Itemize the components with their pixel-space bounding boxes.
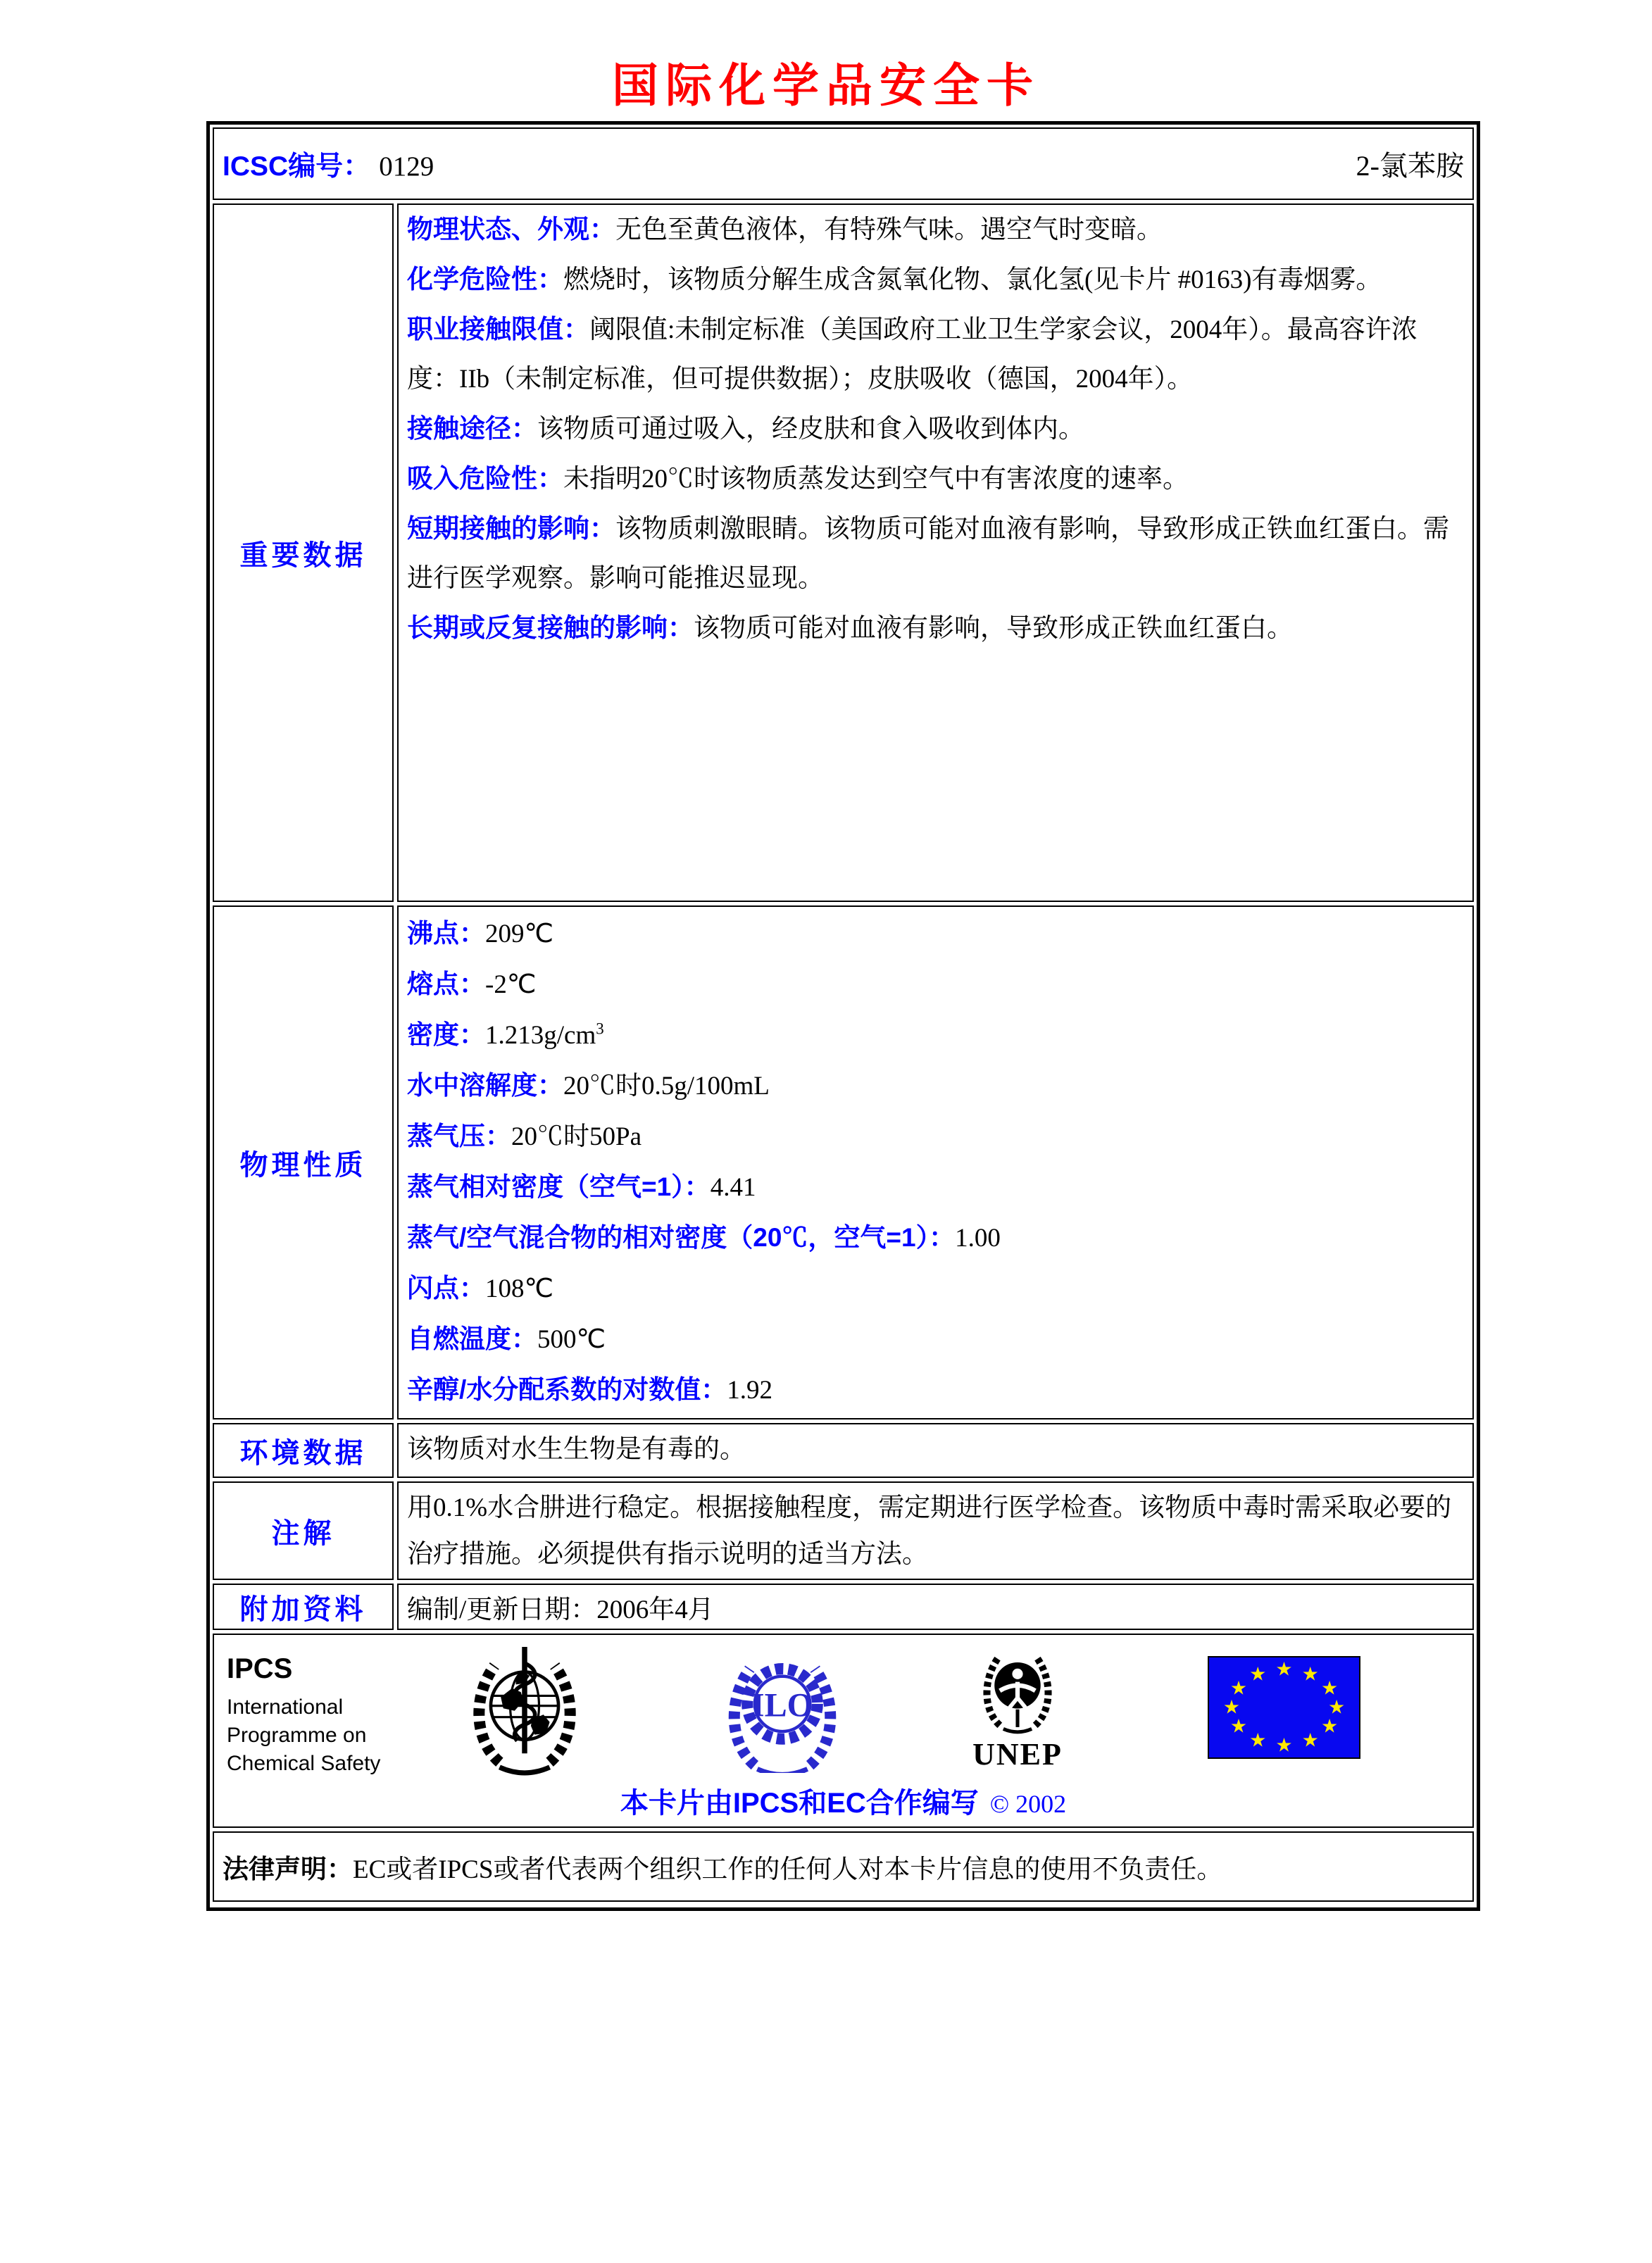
- property-value: 20℃时50Pa: [511, 1122, 642, 1151]
- eu-star-icon: ★: [1320, 1677, 1339, 1699]
- eu-star-icon: ★: [1275, 1658, 1293, 1680]
- property-value: 20℃时0.5g/100mL: [563, 1072, 770, 1101]
- ilo-logo-text: ILO: [751, 1686, 814, 1724]
- property-value: 1.92: [727, 1376, 773, 1405]
- property-label: 闪点：: [407, 1274, 485, 1303]
- ipcs-line-1: International: [227, 1695, 344, 1719]
- property-item: [407, 1212, 1464, 1263]
- physical-properties-section: [213, 905, 1474, 1419]
- eu-star-icon: ★: [1301, 1729, 1319, 1751]
- property-item: [407, 1111, 1464, 1162]
- eu-flag-icon: [1208, 1656, 1360, 1759]
- copyright-text: © 2002: [989, 1790, 1067, 1818]
- item-text: 该物质可通过吸入，经皮肤和食入吸收到体内。: [537, 415, 1084, 444]
- ipcs-heading: IPCS: [227, 1653, 293, 1684]
- additional-info-section-label: 附加资料: [213, 1584, 394, 1630]
- property-label: 蒸气相对密度（空气=1）：: [407, 1172, 711, 1201]
- page-title: 国际化学品安全卡: [612, 59, 1040, 111]
- item-label: 短期接触的影响：: [407, 514, 615, 543]
- property-item: [407, 1060, 1464, 1111]
- property-label: 水中溶解度：: [407, 1071, 563, 1100]
- item-label: 物理状态、外观：: [407, 215, 615, 244]
- eu-star-icon: ★: [1222, 1696, 1241, 1718]
- ipcs-heading-block: [227, 1653, 380, 1778]
- notes-section-label: 注解: [213, 1481, 394, 1580]
- item-label: 化学危险性：: [407, 265, 563, 294]
- item-label: 吸入危险性：: [407, 464, 563, 493]
- property-value: 500℃: [537, 1325, 606, 1354]
- ilo-logo-icon: [720, 1645, 845, 1773]
- unep-emblem-icon: [973, 1642, 1062, 1738]
- data-item: [407, 205, 1464, 255]
- notes-content: [397, 1481, 1474, 1580]
- important-data-section-label: 重要数据: [213, 203, 394, 902]
- item-text: 无色至黄色液体，有特殊气味。遇空气时变暗。: [615, 215, 1163, 244]
- item-text: 该物质刺激眼睛。该物质可能对血液有影响，导致形成正铁血红蛋白。需进行医学观察。影响可能推迟显现。: [407, 515, 1449, 593]
- data-item: [407, 255, 1464, 305]
- property-label: 密度：: [407, 1020, 485, 1049]
- data-item: [407, 603, 1464, 653]
- environmental-data-text: 该物质对水生生物是有毒的。: [407, 1435, 746, 1464]
- ipcs-line-2: Programme on: [227, 1724, 367, 1747]
- property-label: 熔点：: [407, 970, 485, 998]
- organizations-row: [213, 1634, 1474, 1828]
- property-value: 1.00: [955, 1224, 1001, 1253]
- property-item: [407, 959, 1464, 1010]
- legal-disclaimer-label: 法律声明：: [223, 1855, 353, 1883]
- environmental-data-section-label: 环境数据: [213, 1423, 394, 1478]
- property-label: 沸点：: [407, 919, 485, 948]
- unep-logo-icon: [958, 1642, 1077, 1780]
- item-label: 职业接触限值：: [407, 315, 589, 344]
- property-value: -2℃: [485, 970, 537, 999]
- property-item: [407, 1263, 1464, 1314]
- item-text: 阈限值:未制定标准（美国政府工业卫生学家会议，2004年）。最高容许浓度：IIb（未制定标准，但可提供数据）；皮肤吸收（德国，2004年）。: [407, 315, 1418, 394]
- important-data-section: [213, 203, 1474, 902]
- property-item: [407, 1010, 1464, 1060]
- eu-star-icon: ★: [1327, 1696, 1346, 1718]
- eu-star-icon: ★: [1320, 1715, 1339, 1737]
- property-value: 1.213g/cm: [485, 1021, 596, 1050]
- item-label: 长期或反复接触的影响：: [407, 613, 694, 642]
- eu-star-icon: ★: [1301, 1663, 1319, 1685]
- legal-disclaimer-row: [213, 1831, 1474, 1902]
- icsc-number-label: ICSC编号：: [223, 151, 371, 182]
- additional-info-section: [213, 1584, 1474, 1630]
- property-superscript: 3: [596, 1020, 604, 1038]
- eu-star-icon: ★: [1249, 1729, 1267, 1751]
- icsc-number-value: 0129: [379, 151, 434, 182]
- data-item: [407, 404, 1464, 454]
- eu-star-icon: ★: [1229, 1677, 1248, 1699]
- chemical-name: 2-氯苯胺: [1356, 150, 1464, 182]
- item-text: 燃烧时，该物质分解生成含氮氧化物、氯化氢(见卡片 #0163)有毒烟雾。: [563, 265, 1382, 294]
- property-item: [407, 908, 1464, 959]
- property-label: 辛醇/水分配系数的对数值：: [407, 1375, 727, 1404]
- data-item: [407, 454, 1464, 504]
- important-data-content: [397, 203, 1474, 902]
- property-value: 108℃: [485, 1274, 554, 1303]
- property-value: 4.41: [710, 1173, 756, 1202]
- physical-properties-content: [397, 905, 1474, 1419]
- who-logo-icon: [462, 1641, 587, 1779]
- card-header-row: [213, 127, 1474, 200]
- property-label: 蒸气压：: [407, 1122, 511, 1151]
- chemical-safety-card: [206, 121, 1480, 1911]
- additional-info-content: [397, 1584, 1474, 1630]
- property-item: [407, 1365, 1464, 1415]
- eu-star-icon: ★: [1249, 1663, 1267, 1685]
- legal-disclaimer-text: EC或者IPCS或者代表两个组织工作的任何人对本卡片信息的使用不负责任。: [353, 1855, 1223, 1884]
- physical-properties-section-label: 物理性质: [213, 905, 394, 1419]
- data-item: [407, 305, 1464, 404]
- property-value: 209℃: [485, 920, 554, 948]
- ipcs-line-3: Chemical Safety: [227, 1752, 381, 1775]
- item-text: 未指明20℃时该物质蒸发达到空气中有害浓度的速率。: [563, 465, 1189, 494]
- notes-text: 用0.1%水合肼进行稳定。根据接触程度，需定期进行医学检查。该物质中毒时需采取必要的治疗措施。必须提供有指示说明的适当方法。: [407, 1493, 1452, 1569]
- environmental-data-content: [397, 1423, 1474, 1478]
- caption-text: 本卡片由IPCS和EC合作编写: [620, 1788, 979, 1819]
- additional-info-text: 编制/更新日期：2006年4月: [407, 1596, 714, 1624]
- environmental-data-section: [213, 1423, 1474, 1478]
- unep-logo-text: UNEP: [972, 1737, 1063, 1772]
- card-caption: [214, 1781, 1472, 1821]
- notes-section: [213, 1481, 1474, 1580]
- eu-star-icon: ★: [1229, 1715, 1248, 1737]
- item-label: 接触途径：: [407, 414, 537, 443]
- property-label: 自燃温度：: [407, 1324, 537, 1353]
- icsc-number-group: [223, 144, 434, 184]
- data-item: [407, 504, 1464, 603]
- property-item: [407, 1162, 1464, 1212]
- property-label: 蒸气/空气混合物的相对密度（20℃，空气=1）：: [407, 1223, 956, 1252]
- eu-star-icon: ★: [1275, 1734, 1293, 1756]
- property-item: [407, 1314, 1464, 1365]
- item-text: 该物质可能对血液有影响，导致形成正铁血红蛋白。: [694, 614, 1293, 643]
